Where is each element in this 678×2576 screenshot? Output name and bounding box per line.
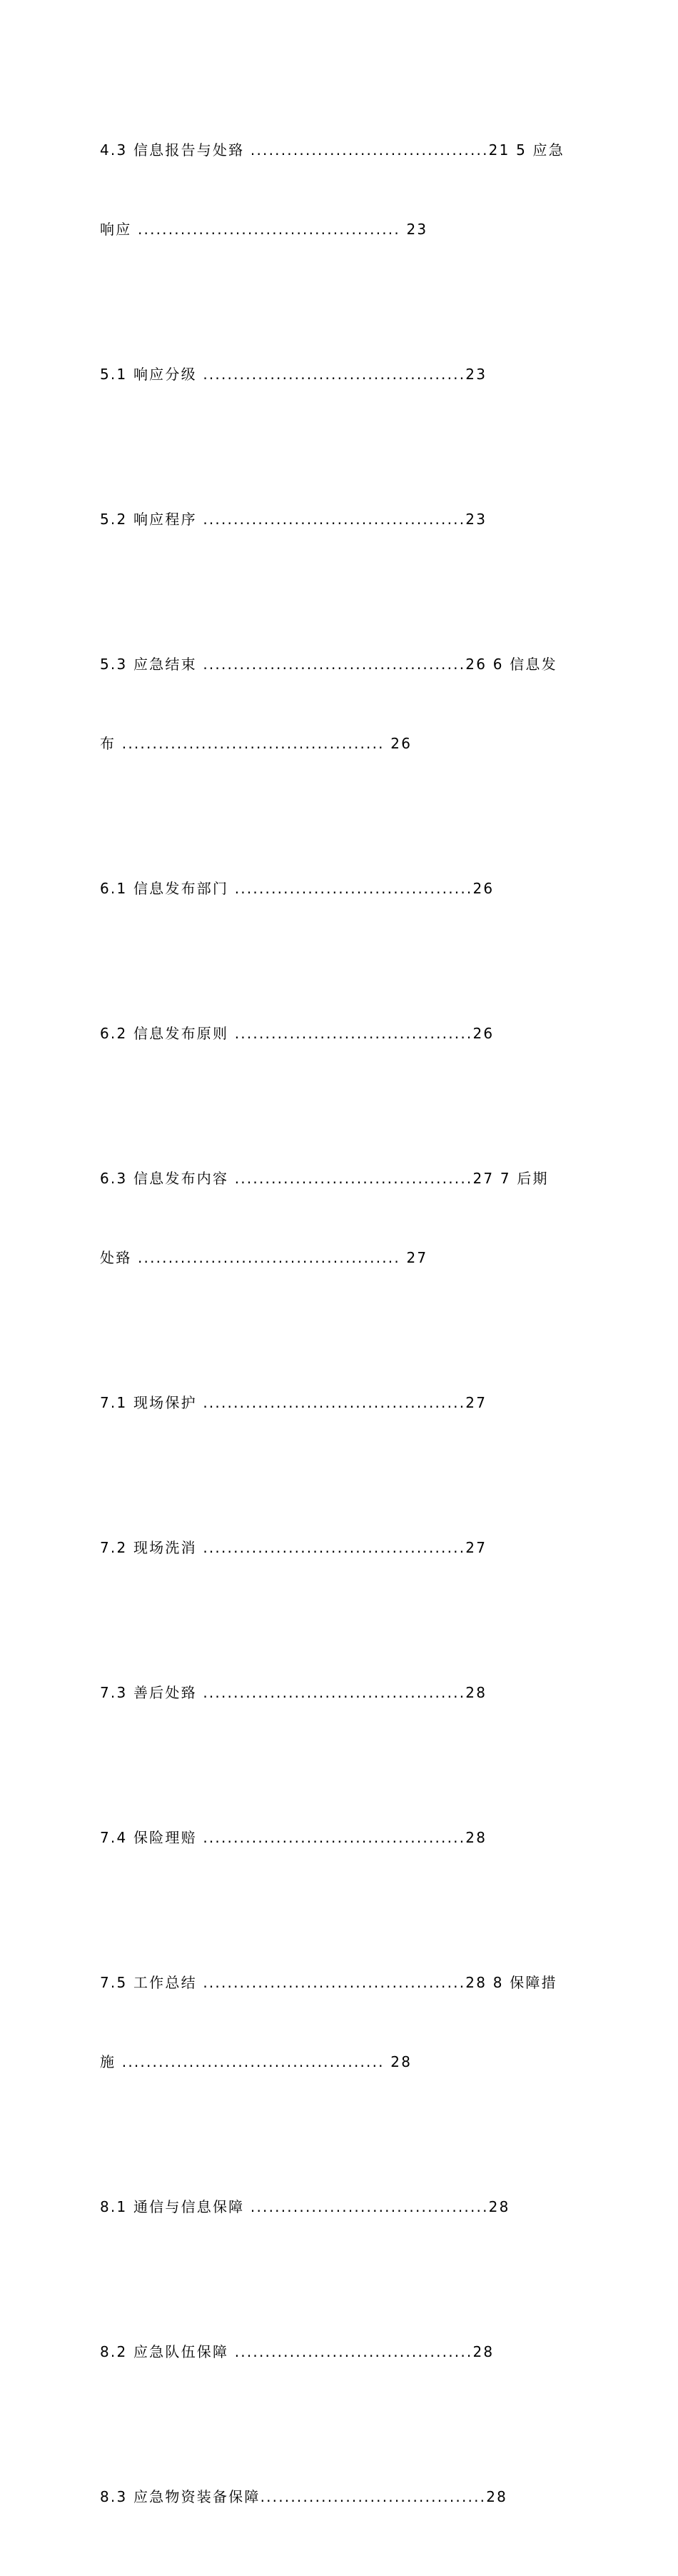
toc-entry-8-3: [100, 2431, 578, 2563]
toc-line: 6.2 信息发布原则 .......................................26: [100, 1025, 495, 1042]
toc-entry-8-2: [100, 2286, 578, 2418]
toc-entry-5-3: [100, 598, 578, 810]
toc-line: 6.3 信息发布内容 .......................................27 7 后期: [100, 1170, 549, 1187]
toc-line: 8.3 应急物资装备保障.....................................28: [100, 2488, 508, 2505]
toc-line: 7.2 现场洗消 ...........................................27: [100, 1539, 487, 1556]
toc-entry-8-1: [100, 2141, 578, 2273]
toc-line: 7.5 工作总结 ...........................................28 8 保障措: [100, 1974, 557, 1991]
toc-line: 8.1 通信与信息保障 .......................................28: [100, 2198, 510, 2215]
toc-entry-7-2: [100, 1482, 578, 1614]
toc-line: 施 ........................................... 28: [100, 2053, 413, 2070]
toc-line: 响应 ........................................... 23: [100, 221, 428, 238]
toc-entry-5-1: [100, 309, 578, 441]
toc-line: 6.1 信息发布部门 .......................................26: [100, 880, 495, 897]
toc-line: 7.1 现场保护 ...........................................27: [100, 1394, 487, 1411]
toc-entry-7-3: [100, 1627, 578, 1759]
toc-line: 4.3 信息报告与处臵 .......................................21 5 应急: [100, 141, 565, 159]
toc-line: 5.2 响应程序 ...........................................23: [100, 511, 487, 528]
toc-line: 8.2 应急队伍保障 .......................................28: [100, 2343, 495, 2360]
toc-entry-4-3: [100, 84, 578, 296]
toc-entry-6-2: [100, 968, 578, 1100]
toc-entry-5-2: [100, 453, 578, 586]
toc-line: 5.1 响应分级 ...........................................23: [100, 366, 487, 383]
toc-line: 5.3 应急结束 ...........................................26 6 信息发: [100, 656, 557, 673]
toc-line: 7.4 保险理赔 ...........................................28: [100, 1829, 487, 1846]
table-of-contents: [100, 84, 578, 2576]
toc-entry-6-3: [100, 1113, 578, 1324]
toc-line: 布 ........................................... 26: [100, 735, 413, 752]
toc-line: 7.3 善后处臵 ...........................................28: [100, 1684, 487, 1701]
toc-entry-6-1: [100, 823, 578, 955]
toc-entry-7-5: [100, 1917, 578, 2128]
toc-entry-7-4: [100, 1772, 578, 1904]
toc-line: 处臵 ........................................... 27: [100, 1249, 428, 1266]
toc-entry-7-1: [100, 1337, 578, 1469]
